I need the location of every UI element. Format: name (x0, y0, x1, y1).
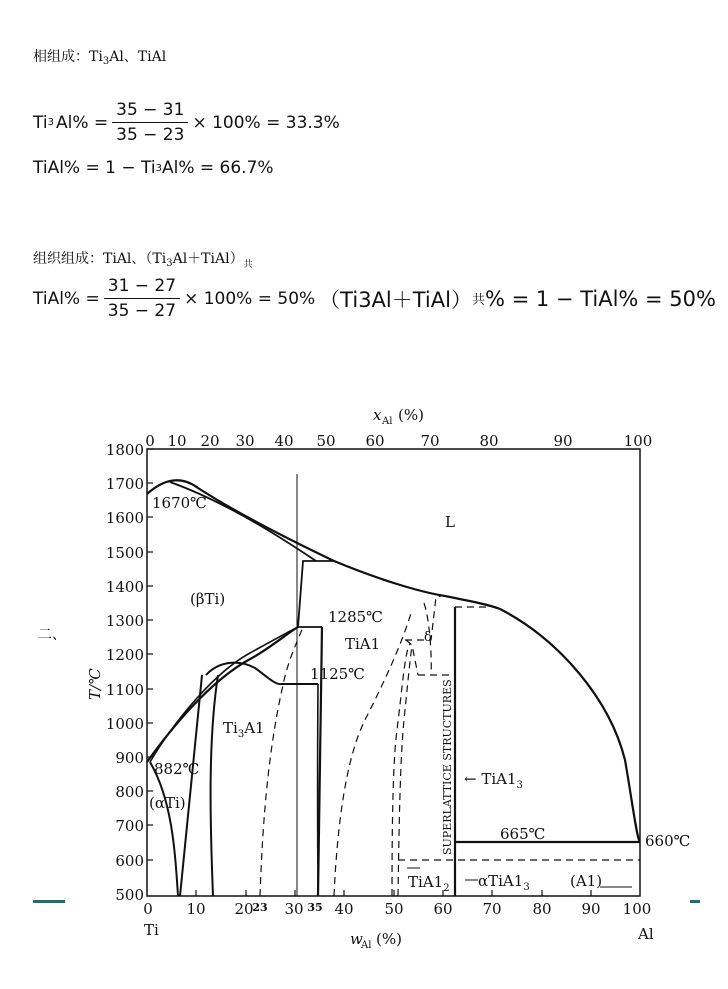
svg-text:882℃: 882℃ (154, 760, 200, 778)
svg-text:1700: 1700 (105, 475, 144, 493)
top-axis-title: x (373, 406, 382, 424)
svg-text:70: 70 (482, 900, 502, 918)
svg-text:900: 900 (115, 749, 144, 767)
svg-text:90: 90 (581, 900, 601, 918)
svg-text:40: 40 (334, 900, 354, 918)
mark-23: 23 (252, 901, 268, 914)
svg-text:80: 80 (479, 432, 499, 450)
svg-text:600: 600 (115, 852, 144, 870)
svg-text:0: 0 (143, 900, 153, 918)
svg-text:1000: 1000 (105, 715, 144, 733)
svg-text:30: 30 (284, 900, 304, 918)
svg-text:TiA1: TiA1 (345, 635, 381, 653)
svg-text:αTiA13: $\alpha TiA1_3$ (478, 872, 530, 893)
mark-35: 35 (307, 901, 323, 914)
svg-text:Al: Al (361, 940, 372, 951)
svg-text:90: 90 (553, 432, 573, 450)
beta-solvus (147, 627, 298, 762)
svg-text:80: 80 (532, 900, 552, 918)
alpha-solvus (150, 627, 298, 762)
svg-text:665℃: 665℃ (500, 825, 546, 843)
svg-text:1400: 1400 (105, 578, 144, 596)
svg-text:δ: δ (424, 630, 432, 645)
svg-text:0: 0 (145, 432, 155, 450)
bottom-axis-ticks (143, 900, 651, 918)
svg-text:L: L (445, 513, 455, 531)
svg-text:50: 50 (384, 900, 404, 918)
svg-text:1600: 1600 (105, 509, 144, 527)
svg-text:60: 60 (433, 900, 453, 918)
svg-text:700: 700 (115, 817, 144, 835)
phase-composition-line: 相组成：$Ti_3Al$、TiAl (33, 49, 167, 67)
svg-text:30: 30 (235, 432, 255, 450)
fraction: $\frac{31 - 27}{35 - 27}$ (104, 276, 180, 321)
svg-text:10: 10 (167, 432, 187, 450)
svg-text:TiA12: $TiA1_2$ (408, 873, 450, 894)
svg-text:70: 70 (420, 432, 440, 450)
svg-text:1300: 1300 (105, 612, 144, 630)
svg-text:Al: Al (382, 416, 393, 427)
svg-text:Ti3A1: $Ti_3A1$ (223, 719, 265, 740)
svg-text:500: 500 (115, 886, 144, 904)
svg-text:10: 10 (186, 900, 206, 918)
svg-text:← TiA13: ← $TiA1_3$ (464, 770, 523, 791)
svg-text:1800: 1800 (105, 441, 144, 459)
svg-text:(αTi): (αTi) (149, 794, 186, 812)
bottom-axis-title: w (350, 930, 363, 948)
superlattice-label: SUPERLATTICE STRUCTURES (441, 679, 454, 855)
svg-text:(βTi): (βTi) (190, 590, 226, 608)
svg-text:50: 50 (316, 432, 336, 450)
svg-text:100: 100 (623, 432, 653, 450)
svg-text:(%): (%) (398, 406, 424, 424)
equation-ti3al: Ti 3 Al% = $\frac{35 - 31}{35 - 23}$ × 100% = 33.3% (33, 100, 340, 145)
svg-text:1125℃: 1125℃ (310, 665, 365, 683)
end-label-al: Al (638, 925, 654, 943)
structure-composition-line: 组织组成：TiAl、$(Ti_3Al+TiAl)_共$ (33, 251, 253, 270)
svg-text:800: 800 (115, 783, 144, 801)
top-axis-ticks (145, 432, 652, 450)
svg-text:1200: 1200 (105, 646, 144, 664)
region-labels (149, 494, 690, 894)
svg-text:100: 100 (622, 900, 652, 918)
y-axis-title: T/℃ (86, 668, 104, 700)
y-axis-ticks (106, 441, 144, 904)
plot-frame (147, 449, 640, 896)
svg-text:60: 60 (365, 432, 385, 450)
svg-text:20: 20 (200, 432, 220, 450)
section-number: 二、 (38, 627, 66, 643)
fraction: $\frac{35 - 31}{35 - 23}$ (112, 100, 188, 145)
svg-text:1100: 1100 (105, 681, 144, 699)
equation-eutectic: TiAl% = $\frac{31 - 27}{35 - 27}$ × 100% = 50% （Ti3Al＋TiAl） 共 % = 1 − TiAl% = 50% (33, 276, 716, 321)
end-label-ti: Ti (144, 921, 159, 939)
svg-text:40: 40 (274, 432, 294, 450)
svg-text:(%): (%) (376, 930, 402, 948)
svg-text:(A1): (A1) (570, 872, 603, 890)
svg-text:1670℃: 1670℃ (152, 494, 207, 512)
svg-text:660℃: 660℃ (645, 832, 691, 850)
equation-tial: TiAl% = 1 − Ti 3 Al% = 66.7% (33, 158, 274, 178)
svg-text:1285℃: 1285℃ (328, 608, 383, 626)
svg-text:1500: 1500 (105, 544, 144, 562)
svg-text:20: 20 (234, 900, 254, 918)
